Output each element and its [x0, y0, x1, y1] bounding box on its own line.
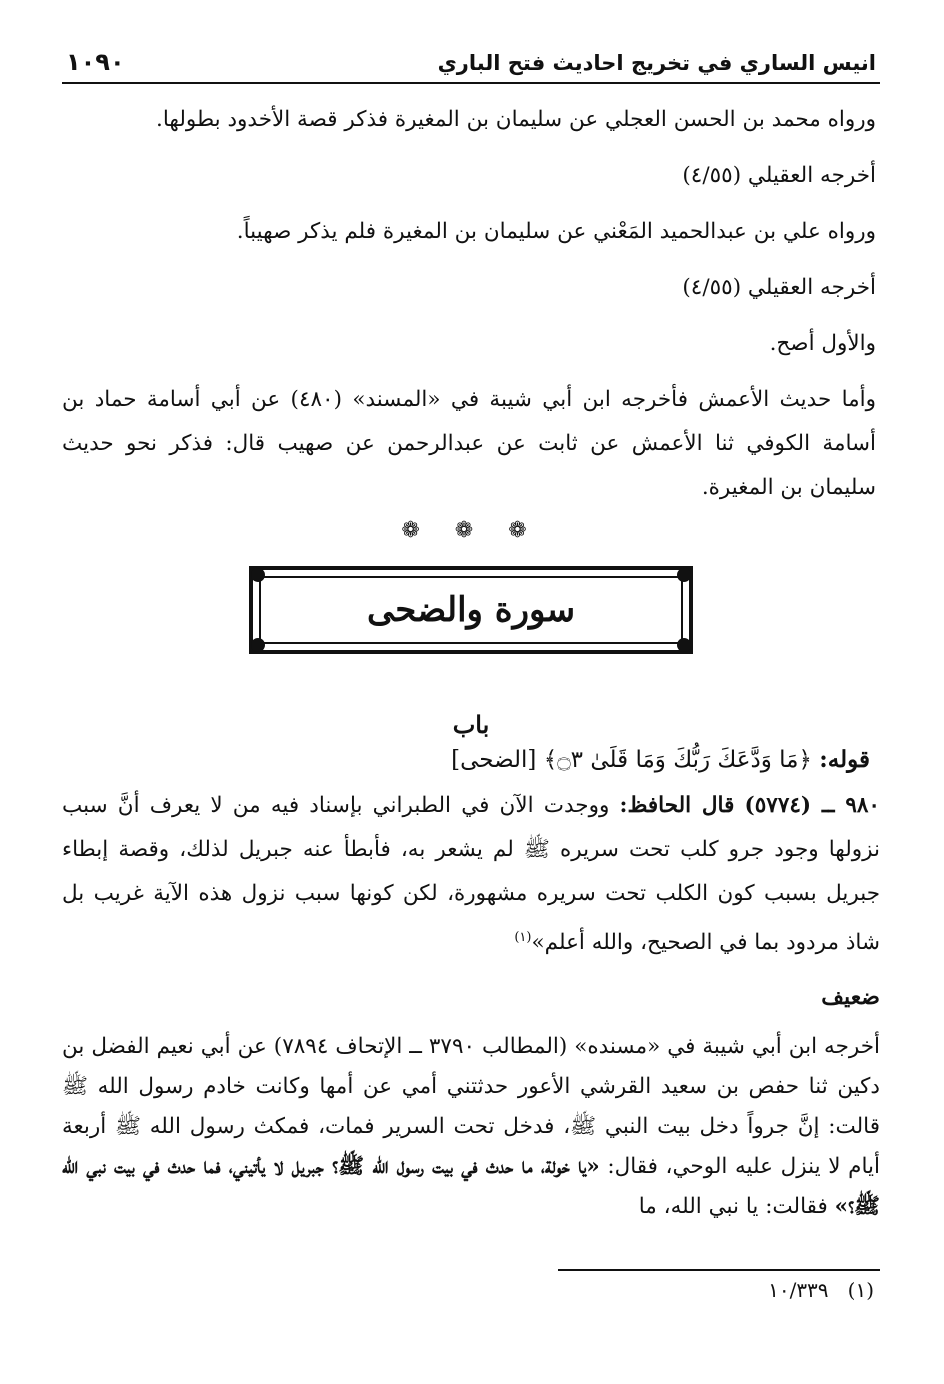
- takhrij-paragraph: [62, 1027, 880, 1227]
- footnote: [62, 1271, 880, 1309]
- footnote-rule-wrap: [62, 1227, 880, 1271]
- takhrij-text: [62, 1027, 880, 1227]
- chapter-heading: باب: [452, 710, 490, 739]
- footnote-text: ١٠/٣٣٩: [768, 1278, 829, 1303]
- paragraph: ورواه محمد بن الحسن العجلي عن سليمان بن المغيرة فذكر قصة الأخدود بطولها.: [156, 107, 876, 132]
- running-title: انيس الساري في تخريج احاديث فتح الباري: [437, 51, 876, 75]
- paragraph: ورواه علي بن عبدالحميد المَعْني عن سليمان بن المغيرة فلم يذكر صهيباً.: [236, 219, 876, 244]
- paragraph: أخرجه العقيلي (٤/٥٥): [682, 275, 876, 300]
- surah-title: سورة والضحى: [259, 576, 683, 644]
- verse-label: قوله:: [819, 746, 870, 773]
- verse-reference: [الضحى]: [451, 747, 537, 773]
- footnote-marker: (١): [514, 930, 532, 945]
- takhrij-quote: «يا خولة، ما حدث في بيت رسول الله ﷺ؟ جبريل لا يأتيني، فما حدث في بيت نبي الله ﷺ؟»: [62, 1154, 880, 1220]
- surah-title-frame: [249, 566, 693, 654]
- hadith-entry: [62, 784, 880, 965]
- page-number: ١٠٩٠: [66, 48, 125, 76]
- takhrij-part: أخرجه ابن أبي شيبة في «مسنده» (المطالب ٣٧٩٠ ــ الإتحاف ٧٨٩٤) عن أبي نعيم الفضل بن دكين ثنا حفص بن سعيد القرشي الأعور حدثتني أمي عن أمها وكانت خادم رسول الله ﷺ قالت: إنَّ جرواً دخل بيت النبي ﷺ، فدخل تحت السرير فمات، فمكث رسول الله ﷺ أربعة أيام لا ينزل عليه الوحي، فقال:: [62, 1034, 880, 1180]
- paragraph: وأما حديث الأعمش فأخرجه ابن أبي شيبة في «المسند» (٤٨٠) عن أبي أسامة حماد بن أسامة الكوفي ثنا الأعمش عن ثابت عن عبدالرحمن عن صهيب قال: فذكر نحو حديث سليمان بن المغيرة.: [62, 387, 876, 500]
- section-separator: ❁ ❁ ❁: [401, 518, 541, 543]
- page: [62, 40, 880, 1309]
- entry-speaker: قال الحافظ:: [619, 793, 735, 818]
- quran-verse: ﴿مَا وَدَّعَكَ رَبُّكَ وَمَا قَلَىٰ ۝٣﴾: [543, 747, 812, 773]
- entry-text: ووجدت الآن في الطبراني بإسناد فيه من لا يعرف أنَّ سبب نزولها وجود جرو كلب تحت سريره ﷺ لم يشعر به، فأبطأ عنه جبريل لذلك، وقصة إبطاء جبريل بسبب كون الكلب تحت سريره مشهورة، لكن كونها سبب نزول هذه الآية غريب بل شاذ مردود بما في الصحيح، والله أعلم»: [62, 793, 880, 956]
- paragraph: أخرجه العقيلي (٤/٥٥): [682, 163, 876, 188]
- entry-number: ٩٨٠ ــ (٥٧٧٤): [744, 793, 880, 818]
- paragraph: والأول أصح.: [769, 331, 876, 356]
- entry-paragraph: [62, 784, 880, 965]
- grade-label: ضعيف: [821, 984, 880, 1011]
- verse-line: [62, 740, 880, 780]
- main-text: [62, 92, 880, 510]
- running-header: [62, 40, 880, 84]
- takhrij-part: فقالت: يا نبي الله، ما: [638, 1194, 828, 1220]
- footnote-number: (١): [847, 1278, 874, 1303]
